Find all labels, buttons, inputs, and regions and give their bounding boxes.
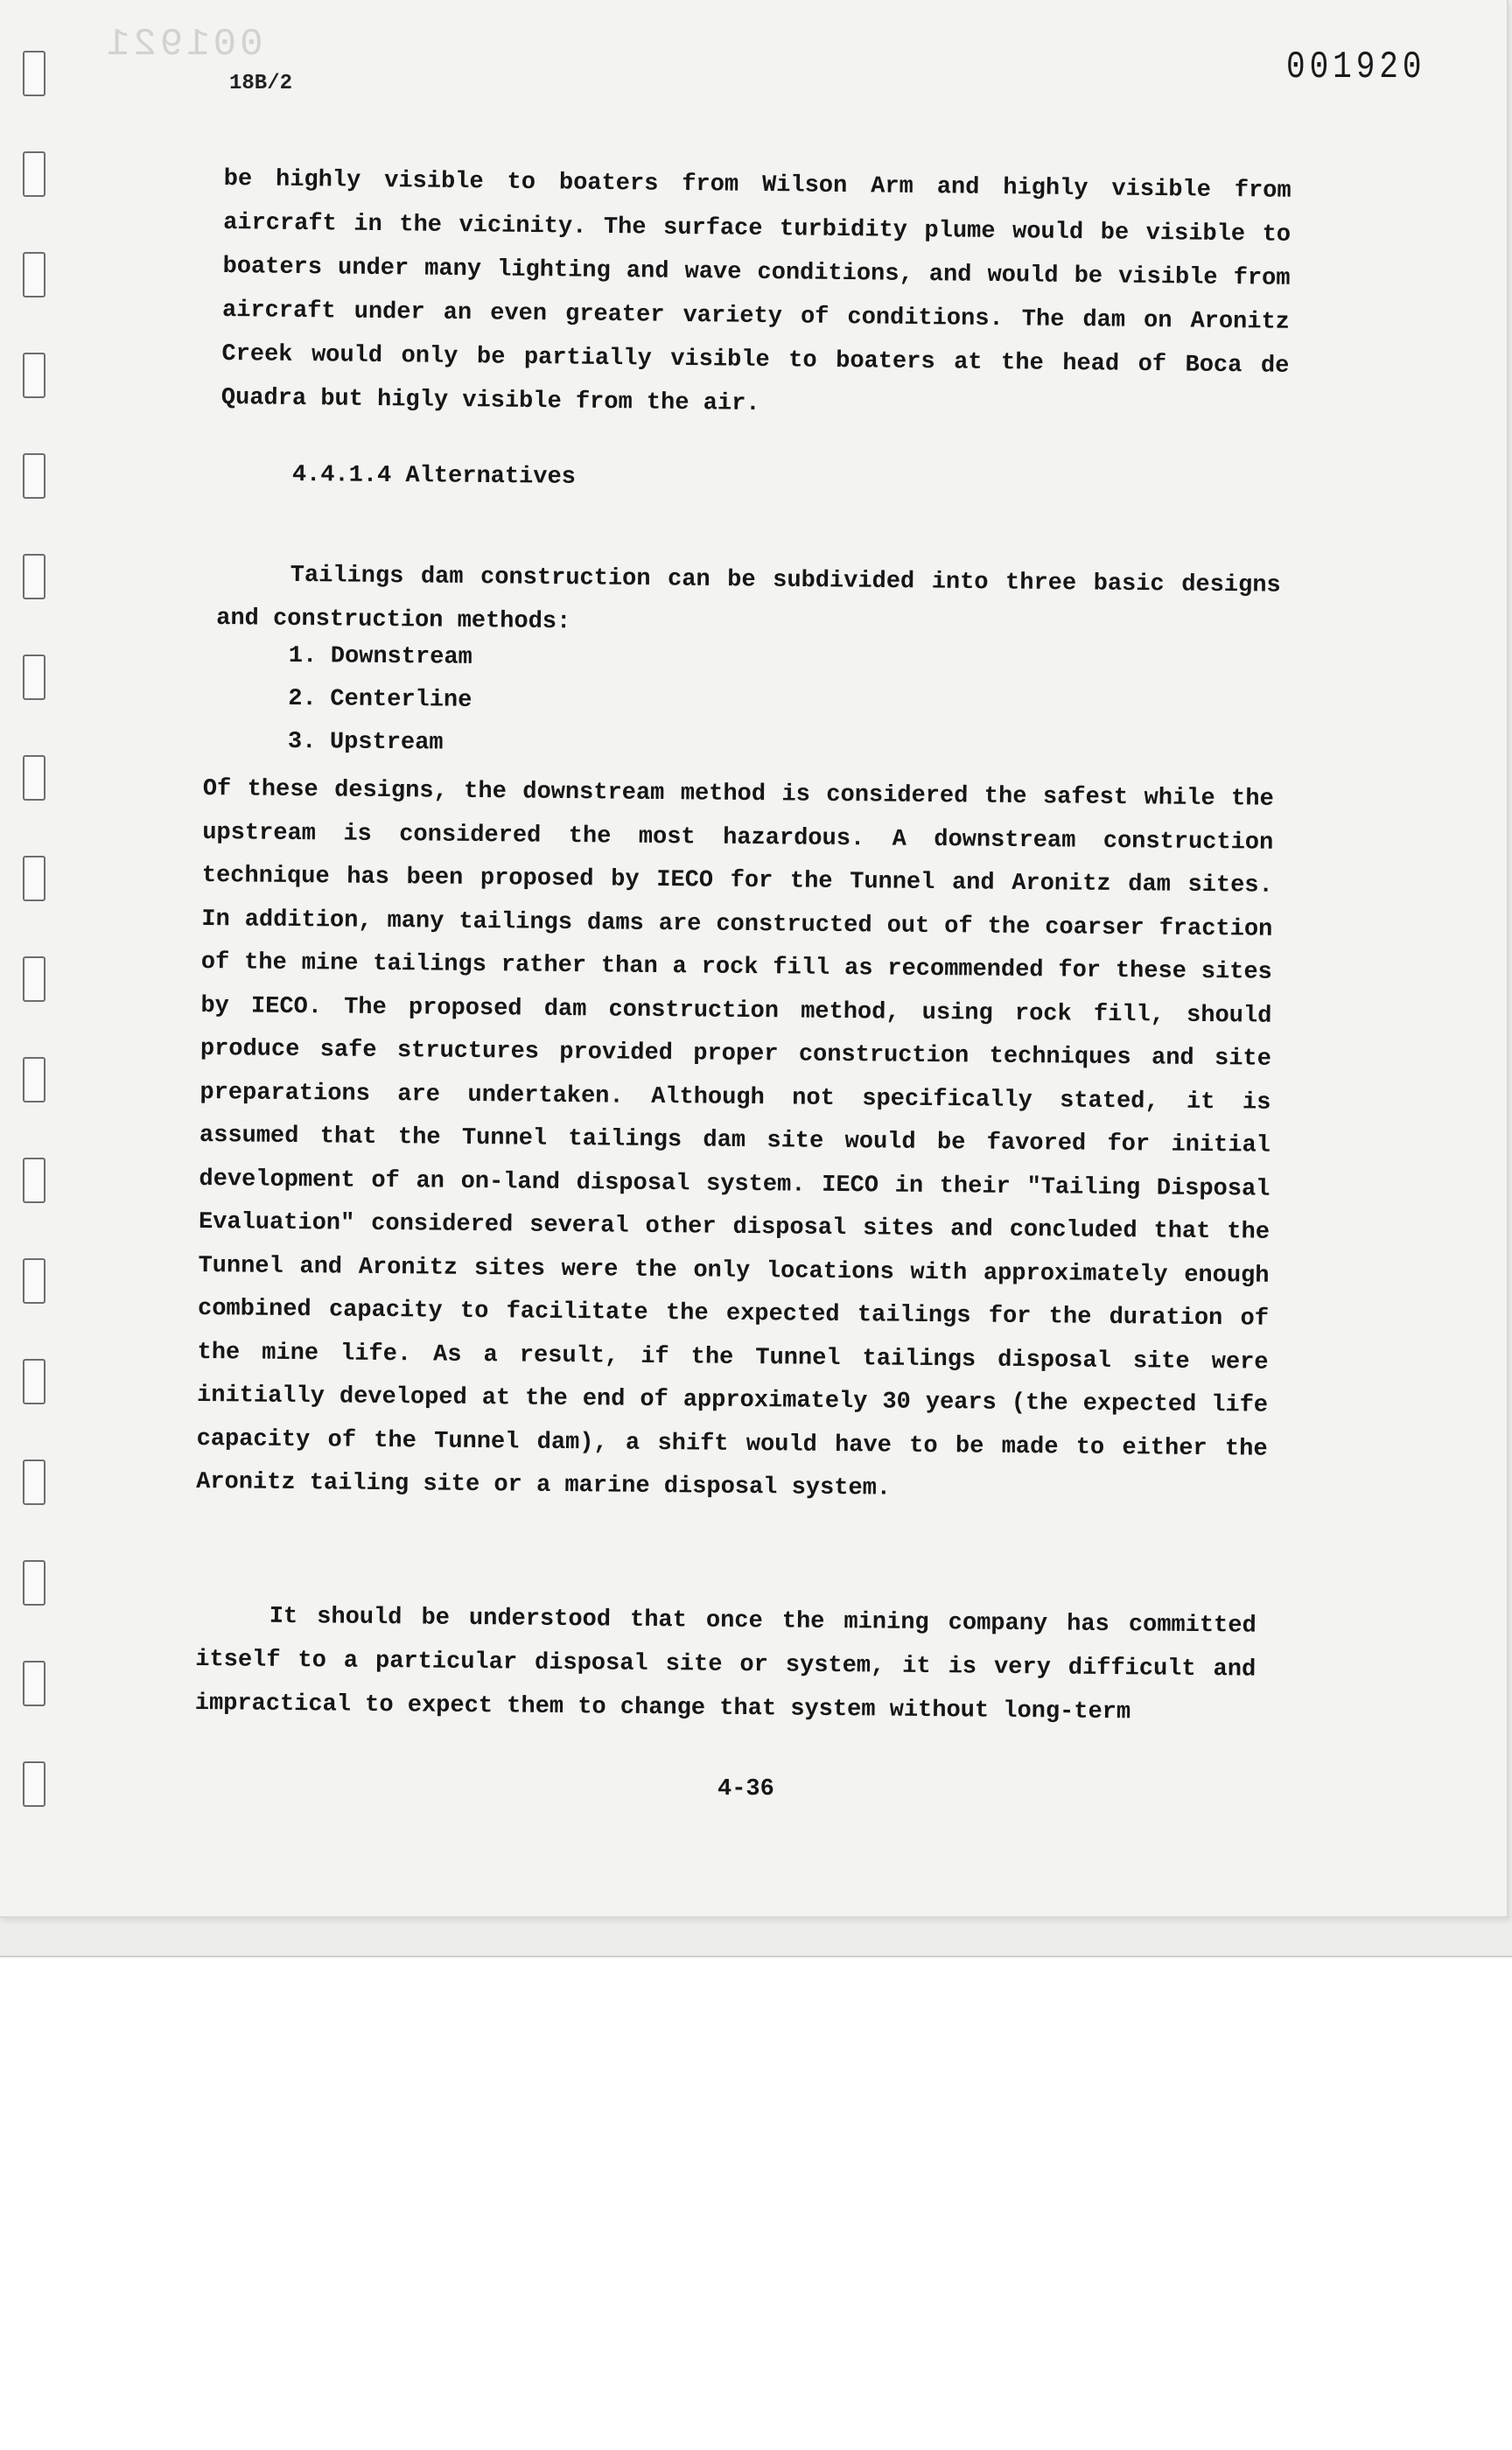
binder-hole xyxy=(23,956,46,1002)
binder-hole xyxy=(23,1258,46,1304)
binder-hole xyxy=(23,1359,46,1404)
binder-holes xyxy=(23,51,58,1862)
list-item xyxy=(289,635,472,680)
binder-hole xyxy=(23,1158,46,1203)
binder-hole xyxy=(23,1560,46,1606)
list-item-number: 3. xyxy=(287,728,317,756)
list-item-text: Downstream xyxy=(330,643,472,671)
binder-hole xyxy=(23,252,46,298)
binder-hole xyxy=(23,151,46,197)
paragraph-commitment: It should be understood that once the mining company has committed itself to a particular disposal site or system, it is very difficult and impractical to expect them to change that system without long-term xyxy=(194,1603,1256,1726)
binder-hole xyxy=(23,1460,46,1505)
page-number: 4-36 xyxy=(718,1776,774,1802)
binder-hole xyxy=(23,51,46,96)
binder-hole xyxy=(23,654,46,700)
section-code: 18B/2 xyxy=(229,72,293,95)
design-methods-list xyxy=(288,635,472,766)
section-heading: 4.4.1.4 Alternatives xyxy=(291,462,577,491)
paragraph-visibility: be highly visible to boaters from Wilson Arm and highly visible from aircraft in the vicinity. The surface turbidity plume would be visible to boaters under many lighting and wave conditions, and would be visible from aircraft under an even greater variety of conditions. The dam on Aronitz Creek would only be partially visible to boaters at the head of Boca de Quadra but higly visible from the air. xyxy=(220,165,1292,417)
paragraph-intro-text: Tailings dam construction can be subdivided into three basic designs and construction methods: xyxy=(216,562,1281,636)
binder-hole xyxy=(23,755,46,801)
bleed-through-number: 001921 xyxy=(103,23,263,66)
document-number: 001920 xyxy=(1286,46,1426,89)
list-item xyxy=(288,678,472,723)
list-item xyxy=(288,721,472,766)
list-item-text: Upstream xyxy=(329,729,444,757)
binder-hole xyxy=(23,856,46,901)
binder-hole xyxy=(23,1057,46,1102)
binder-hole xyxy=(23,1761,46,1807)
binder-hole xyxy=(23,353,46,398)
binder-hole xyxy=(23,1661,46,1706)
list-item-text: Centerline xyxy=(330,686,472,714)
binder-hole xyxy=(23,453,46,499)
list-item-number: 1. xyxy=(288,642,318,670)
binder-hole xyxy=(23,554,46,599)
list-item-number: 2. xyxy=(288,685,317,713)
paragraph-designs: Of these designs, the downstream method is considered the safest while the upstream is considered the most hazardous. A downstream construction technique has been proposed by IECO for the Tunnel and Aronitz dam sites. In addition, many tailings dams are constructed out of the coarser fraction of the mine tailings rather than a rock fill as recommended for these sites by IECO. The proposed dam construction method, using rock fill, should produce safe structures provided proper construction techniques and site preparations are undertaken. Although not specifically stated, it is assumed that the Tunnel tailings dam site would be favored for initial development of an on-land disposal system. IECO in their "Tailing Disposal Evaluation" considered several other disposal sites and concluded that the Tunnel and Aronitz sites were the only locations with approximately enough combined capacity to facilitate the expected tailings for the duration of the mine life. As a result, if the Tunnel tailings disposal site were initially developed at the end of approximately 30 years (the expected life capacity of the Tunnel dam), a shift would have to be made to either the Aronitz tailing site or a marine disposal system. xyxy=(196,775,1274,1502)
